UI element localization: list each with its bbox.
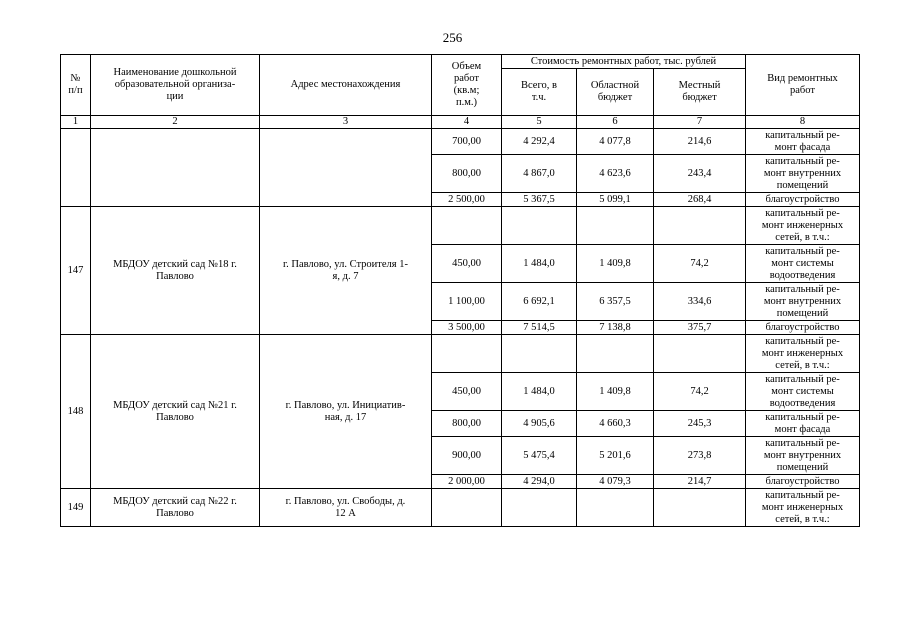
work-type-cell: капитальный ре- монт системы водоотведения [746,373,860,411]
total-cost-cell: 7 514,5 [502,321,577,335]
regional-budget-cell [577,207,654,245]
header-cost-group: Стоимость ремонтных работ, тыс. рублей [502,55,746,69]
local-budget-cell: 74,2 [654,373,746,411]
header-local: Местный бюджет [654,69,746,116]
total-cost-cell: 4 867,0 [502,155,577,193]
total-cost-cell: 4 294,0 [502,475,577,489]
volume-cell [432,489,502,527]
institution-name [91,129,260,207]
regional-budget-cell [577,335,654,373]
total-cost-cell: 5 475,4 [502,437,577,475]
local-budget-cell: 214,7 [654,475,746,489]
volume-cell: 450,00 [432,245,502,283]
volume-cell [432,207,502,245]
regional-budget-cell: 1 409,8 [577,373,654,411]
local-budget-cell: 245,3 [654,411,746,437]
institution-name: МБДОУ детский сад №22 г. Павлово [91,489,260,527]
total-cost-cell [502,335,577,373]
regional-budget-cell: 4 623,6 [577,155,654,193]
institution-address: г. Павлово, ул. Свободы, д. 12 А [260,489,432,527]
column-number: 4 [432,116,502,129]
institution-number: 147 [61,207,91,335]
total-cost-cell [502,489,577,527]
work-type-cell: капитальный ре- монт фасада [746,129,860,155]
regional-budget-cell: 4 079,3 [577,475,654,489]
volume-cell: 800,00 [432,411,502,437]
local-budget-cell: 334,6 [654,283,746,321]
institution-name: МБДОУ детский сад №18 г. Павлово [91,207,260,335]
institution-address: г. Павлово, ул. Инициатив- ная, д. 17 [260,335,432,489]
column-number: 3 [260,116,432,129]
regional-budget-cell: 4 077,8 [577,129,654,155]
header-name: Наименование дошкольной образовательной организа- ции [91,55,260,116]
total-cost-cell: 4 292,4 [502,129,577,155]
total-cost-cell: 6 692,1 [502,283,577,321]
volume-cell: 2 000,00 [432,475,502,489]
column-number: 8 [746,116,860,129]
column-number: 7 [654,116,746,129]
column-number: 6 [577,116,654,129]
work-type-cell: благоустройство [746,475,860,489]
work-type-cell: благоустройство [746,321,860,335]
regional-budget-cell: 6 357,5 [577,283,654,321]
total-cost-cell: 4 905,6 [502,411,577,437]
work-type-cell: благоустройство [746,193,860,207]
local-budget-cell: 268,4 [654,193,746,207]
work-type-cell: капитальный ре- монт внутренних помещений [746,155,860,193]
volume-cell [432,335,502,373]
volume-cell: 1 100,00 [432,283,502,321]
local-budget-cell [654,335,746,373]
local-budget-cell [654,207,746,245]
header-volume: Объем работ (кв.м; п.м.) [432,55,502,116]
work-type-cell: капитальный ре- монт внутренних помещений [746,283,860,321]
column-number: 1 [61,116,91,129]
header-total: Всего, в т.ч. [502,69,577,116]
institution-number: 148 [61,335,91,489]
work-type-cell: капитальный ре- монт инженерных сетей, в т.ч.: [746,207,860,245]
regional-budget-cell: 7 138,8 [577,321,654,335]
header-address: Адрес местонахождения [260,55,432,116]
header-num: № п/п [61,55,91,116]
column-number: 5 [502,116,577,129]
regional-budget-cell: 5 099,1 [577,193,654,207]
regional-budget-cell [577,489,654,527]
header-row-top [61,55,860,69]
total-cost-cell: 5 367,5 [502,193,577,207]
local-budget-cell [654,489,746,527]
local-budget-cell: 375,7 [654,321,746,335]
institution-number [61,129,91,207]
volume-cell: 2 500,00 [432,193,502,207]
table-row [61,207,860,245]
institution-address: г. Павлово, ул. Строителя 1- я, д. 7 [260,207,432,335]
volume-cell: 3 500,00 [432,321,502,335]
total-cost-cell: 1 484,0 [502,373,577,411]
regional-budget-cell: 1 409,8 [577,245,654,283]
institution-number: 149 [61,489,91,527]
work-type-cell: капитальный ре- монт системы водоотведения [746,245,860,283]
work-type-cell: капитальный ре- монт фасада [746,411,860,437]
institution-address [260,129,432,207]
local-budget-cell: 273,8 [654,437,746,475]
work-type-cell: капитальный ре- монт внутренних помещений [746,437,860,475]
local-budget-cell: 214,6 [654,129,746,155]
volume-cell: 800,00 [432,155,502,193]
work-type-cell: капитальный ре- монт инженерных сетей, в т.ч.: [746,489,860,527]
local-budget-cell: 243,4 [654,155,746,193]
column-number: 2 [91,116,260,129]
local-budget-cell: 74,2 [654,245,746,283]
table-row [61,489,860,527]
total-cost-cell: 1 484,0 [502,245,577,283]
volume-cell: 700,00 [432,129,502,155]
regional-budget-cell: 5 201,6 [577,437,654,475]
table-row [61,335,860,373]
table-row [61,129,860,155]
column-number-row [61,116,860,129]
volume-cell: 900,00 [432,437,502,475]
header-regional: Областной бюджет [577,69,654,116]
page-number: 256 [442,30,463,45]
regional-budget-cell: 4 660,3 [577,411,654,437]
institution-name: МБДОУ детский сад №21 г. Павлово [91,335,260,489]
work-type-cell: капитальный ре- монт инженерных сетей, в т.ч.: [746,335,860,373]
header-work-type: Вид ремонтных работ [746,55,860,116]
repair-works-table [60,54,860,527]
volume-cell: 450,00 [432,373,502,411]
total-cost-cell [502,207,577,245]
